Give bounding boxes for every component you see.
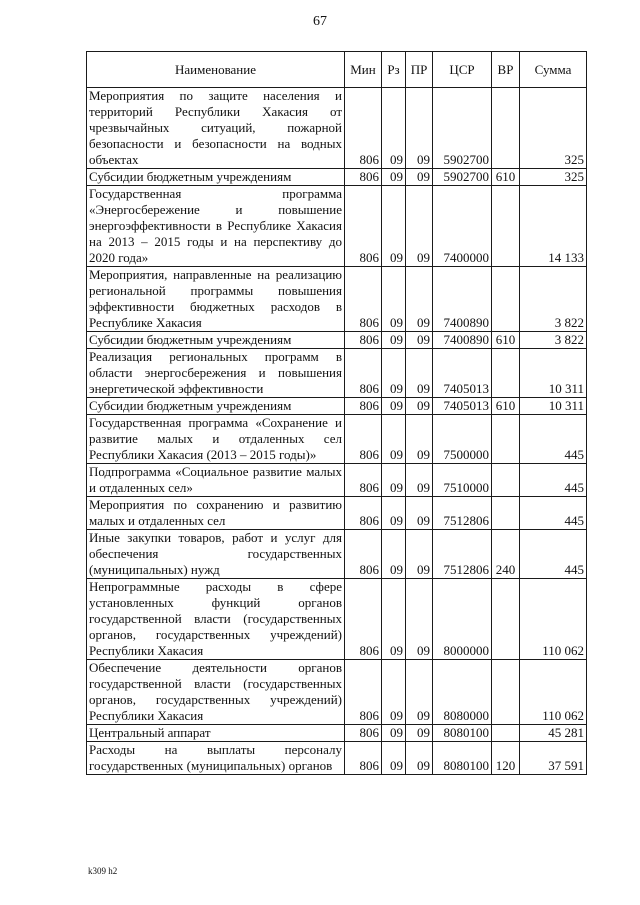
cell-sum: 445 bbox=[520, 497, 587, 530]
cell-sum: 325 bbox=[520, 88, 587, 169]
table-row bbox=[87, 415, 587, 464]
cell-rz: 09 bbox=[382, 530, 406, 579]
cell-name: Мероприятия по сохранению и развитию малых и отдаленных сел bbox=[87, 497, 345, 530]
header-vr: ВР bbox=[492, 52, 520, 88]
cell-vr bbox=[492, 88, 520, 169]
cell-min: 806 bbox=[345, 530, 382, 579]
cell-pr: 09 bbox=[406, 332, 433, 349]
cell-sum: 37 591 bbox=[520, 742, 587, 775]
cell-sum: 45 281 bbox=[520, 725, 587, 742]
cell-csr: 8080000 bbox=[433, 660, 492, 725]
cell-vr bbox=[492, 725, 520, 742]
cell-min: 806 bbox=[345, 660, 382, 725]
cell-name: Центральный аппарат bbox=[87, 725, 345, 742]
cell-rz: 09 bbox=[382, 398, 406, 415]
cell-pr: 09 bbox=[406, 579, 433, 660]
table-row bbox=[87, 349, 587, 398]
table-row bbox=[87, 742, 587, 775]
cell-sum: 445 bbox=[520, 415, 587, 464]
cell-name: Реализация региональных программ в области энергосбережения и повышения энергетической эффективности bbox=[87, 349, 345, 398]
cell-vr: 610 bbox=[492, 332, 520, 349]
cell-rz: 09 bbox=[382, 267, 406, 332]
cell-name: Мероприятия по защите населения и территорий Республики Хакасия от чрезвычайных ситуаций, пожарной безопасности и безопасности на водных объектах bbox=[87, 88, 345, 169]
table-row bbox=[87, 186, 587, 267]
cell-csr: 7405013 bbox=[433, 349, 492, 398]
cell-vr bbox=[492, 186, 520, 267]
cell-rz: 09 bbox=[382, 660, 406, 725]
cell-min: 806 bbox=[345, 169, 382, 186]
cell-sum: 14 133 bbox=[520, 186, 587, 267]
page-number: 67 bbox=[313, 14, 327, 29]
cell-name: Государственная программа «Энергосбережение и повышение энергоэффективности в Республике Хакасия на 2013 – 2015 годы и на перспективу до 2020 года» bbox=[87, 186, 345, 267]
footer-mark: k309 h2 bbox=[88, 866, 118, 876]
cell-vr bbox=[492, 464, 520, 497]
cell-csr: 7405013 bbox=[433, 398, 492, 415]
cell-pr: 09 bbox=[406, 464, 433, 497]
table-row bbox=[87, 497, 587, 530]
table-header-row bbox=[87, 52, 587, 88]
table-row bbox=[87, 169, 587, 186]
cell-vr bbox=[492, 415, 520, 464]
cell-csr: 5902700 bbox=[433, 88, 492, 169]
cell-vr: 610 bbox=[492, 169, 520, 186]
table-body bbox=[87, 88, 587, 775]
cell-min: 806 bbox=[345, 725, 382, 742]
cell-min: 806 bbox=[345, 415, 382, 464]
cell-pr: 09 bbox=[406, 660, 433, 725]
cell-vr: 240 bbox=[492, 530, 520, 579]
cell-min: 806 bbox=[345, 464, 382, 497]
cell-pr: 09 bbox=[406, 530, 433, 579]
cell-vr bbox=[492, 497, 520, 530]
cell-pr: 09 bbox=[406, 415, 433, 464]
cell-sum: 110 062 bbox=[520, 660, 587, 725]
cell-pr: 09 bbox=[406, 497, 433, 530]
cell-rz: 09 bbox=[382, 186, 406, 267]
cell-min: 806 bbox=[345, 332, 382, 349]
cell-min: 806 bbox=[345, 398, 382, 415]
cell-pr: 09 bbox=[406, 742, 433, 775]
cell-csr: 8000000 bbox=[433, 579, 492, 660]
header-sum: Сумма bbox=[520, 52, 587, 88]
cell-rz: 09 bbox=[382, 497, 406, 530]
cell-sum: 110 062 bbox=[520, 579, 587, 660]
cell-vr bbox=[492, 579, 520, 660]
cell-rz: 09 bbox=[382, 742, 406, 775]
cell-csr: 7400000 bbox=[433, 186, 492, 267]
cell-min: 806 bbox=[345, 349, 382, 398]
cell-name: Мероприятия, направленные на реализацию региональной программы повышения эффективности бюджетных расходов в Республике Хакасия bbox=[87, 267, 345, 332]
cell-csr: 7510000 bbox=[433, 464, 492, 497]
table-row bbox=[87, 579, 587, 660]
cell-csr: 7400890 bbox=[433, 267, 492, 332]
cell-name: Субсидии бюджетным учреждениям bbox=[87, 332, 345, 349]
cell-min: 806 bbox=[345, 88, 382, 169]
table-row bbox=[87, 398, 587, 415]
cell-rz: 09 bbox=[382, 332, 406, 349]
cell-name: Субсидии бюджетным учреждениям bbox=[87, 169, 345, 186]
cell-min: 806 bbox=[345, 186, 382, 267]
cell-pr: 09 bbox=[406, 169, 433, 186]
cell-rz: 09 bbox=[382, 169, 406, 186]
cell-rz: 09 bbox=[382, 579, 406, 660]
cell-pr: 09 bbox=[406, 267, 433, 332]
header-pr: ПР bbox=[406, 52, 433, 88]
cell-sum: 3 822 bbox=[520, 267, 587, 332]
cell-csr: 5902700 bbox=[433, 169, 492, 186]
table-row bbox=[87, 267, 587, 332]
cell-sum: 325 bbox=[520, 169, 587, 186]
cell-sum: 445 bbox=[520, 530, 587, 579]
budget-table bbox=[86, 51, 587, 775]
cell-vr bbox=[492, 267, 520, 332]
cell-min: 806 bbox=[345, 579, 382, 660]
cell-vr: 120 bbox=[492, 742, 520, 775]
cell-rz: 09 bbox=[382, 725, 406, 742]
header-name: Наименование bbox=[87, 52, 345, 88]
table-row bbox=[87, 660, 587, 725]
cell-pr: 09 bbox=[406, 349, 433, 398]
table-row bbox=[87, 88, 587, 169]
cell-vr: 610 bbox=[492, 398, 520, 415]
cell-sum: 3 822 bbox=[520, 332, 587, 349]
cell-name: Обеспечение деятельности органов государственной власти (государственных органов, государственных учреждений) Республики Хакасия bbox=[87, 660, 345, 725]
table-row bbox=[87, 530, 587, 579]
header-rz: Рз bbox=[382, 52, 406, 88]
cell-min: 806 bbox=[345, 742, 382, 775]
cell-pr: 09 bbox=[406, 398, 433, 415]
cell-csr: 7400890 bbox=[433, 332, 492, 349]
cell-csr: 7500000 bbox=[433, 415, 492, 464]
cell-vr bbox=[492, 660, 520, 725]
cell-name: Субсидии бюджетным учреждениям bbox=[87, 398, 345, 415]
cell-rz: 09 bbox=[382, 415, 406, 464]
cell-name: Подпрограмма «Социальное развитие малых и отдаленных сел» bbox=[87, 464, 345, 497]
cell-csr: 7512806 bbox=[433, 530, 492, 579]
table-row bbox=[87, 464, 587, 497]
cell-name: Государственная программа «Сохранение и развитие малых и отдаленных сел Республики Хакасия (2013 – 2015 годы)» bbox=[87, 415, 345, 464]
cell-rz: 09 bbox=[382, 464, 406, 497]
cell-pr: 09 bbox=[406, 88, 433, 169]
cell-min: 806 bbox=[345, 497, 382, 530]
table-row bbox=[87, 332, 587, 349]
cell-vr bbox=[492, 349, 520, 398]
cell-pr: 09 bbox=[406, 725, 433, 742]
cell-csr: 8080100 bbox=[433, 742, 492, 775]
cell-name: Непрограммные расходы в сфере установленных функций органов государственной власти (государственных органов, государственных учреждений) Республики Хакасия bbox=[87, 579, 345, 660]
cell-csr: 8080100 bbox=[433, 725, 492, 742]
cell-sum: 445 bbox=[520, 464, 587, 497]
header-csr: ЦСР bbox=[433, 52, 492, 88]
cell-name: Иные закупки товаров, работ и услуг для обеспечения государственных (муниципальных) нужд bbox=[87, 530, 345, 579]
cell-sum: 10 311 bbox=[520, 398, 587, 415]
cell-rz: 09 bbox=[382, 349, 406, 398]
cell-name: Расходы на выплаты персоналу государственных (муниципальных) органов bbox=[87, 742, 345, 775]
header-min: Мин bbox=[345, 52, 382, 88]
cell-rz: 09 bbox=[382, 88, 406, 169]
cell-csr: 7512806 bbox=[433, 497, 492, 530]
cell-sum: 10 311 bbox=[520, 349, 587, 398]
cell-pr: 09 bbox=[406, 186, 433, 267]
table-row bbox=[87, 725, 587, 742]
cell-min: 806 bbox=[345, 267, 382, 332]
